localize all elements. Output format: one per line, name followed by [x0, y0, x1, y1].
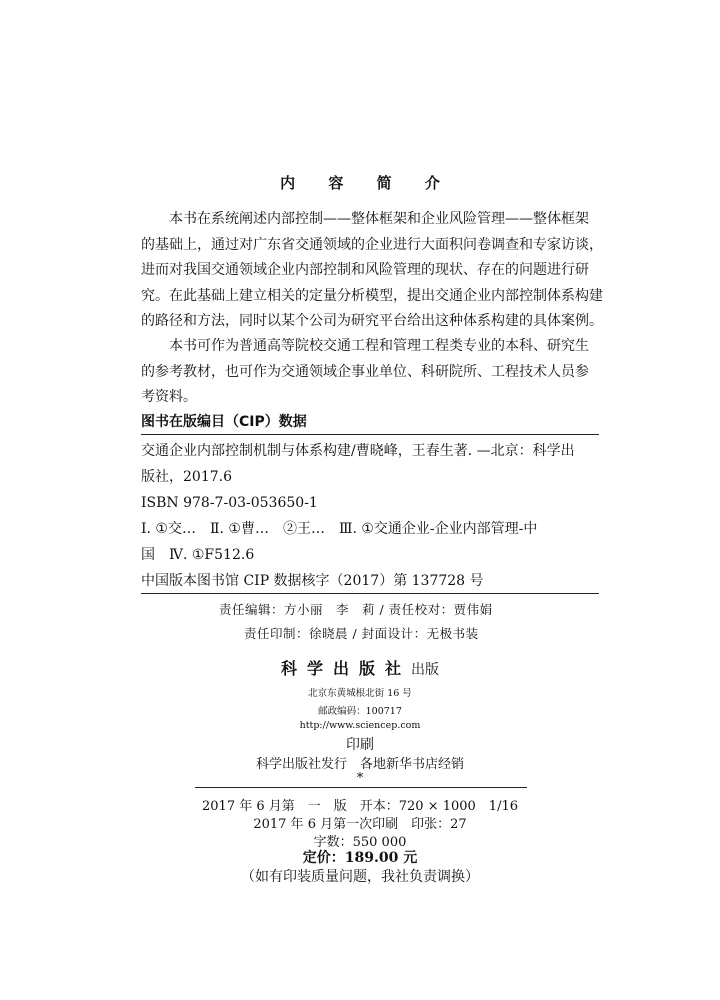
summary-paragraph-1	[141, 207, 603, 335]
cip-line: Ⅰ. ①交… Ⅱ. ①曹… ②王… Ⅲ. ①交通企业-企业内部管理-中	[141, 521, 538, 537]
summary-line: 本书可作为普通高等院校交通工程和管理工程类专业的本科、研究生	[169, 338, 589, 354]
summary-title: 内 容 简 介	[280, 174, 454, 192]
editor-credits-line2: 责任印制：徐晓晨 / 封面设计：无极书装	[244, 626, 479, 641]
publisher-address: 北京东黄城根北街 16 号	[308, 688, 412, 699]
printer-label: 印刷	[346, 737, 374, 753]
summary-line: 究。在此基础上建立相关的定量分析模型，提出交通企业内部控制体系构建	[141, 287, 603, 304]
imprint-top-rule	[195, 787, 527, 788]
publisher-postcode: 邮政编码：100717	[318, 706, 402, 717]
publisher-logo: 科学出版社	[280, 659, 411, 678]
edition-line: 2017 年 6 月第 一 版 开本：720 × 1000 1/16	[202, 799, 518, 814]
summary-line: 进而对我国交通领域企业内部控制和风险管理的现状、存在的问题进行研	[141, 262, 589, 278]
publisher-suffix: 出版	[411, 662, 439, 678]
summary-line: 本书在系统阐述内部控制——整体框架和企业风险管理——整体框架	[169, 211, 589, 227]
quality-notice: （如有印装质量问题，我社负责调换）	[241, 869, 479, 885]
cip-top-rule	[141, 434, 599, 435]
editor-credits-line1: 责任编辑：方小丽 李 莉 / 责任校对：贾伟娟	[219, 602, 493, 617]
cip-bottom-rule	[141, 593, 599, 594]
cip-line: 国 Ⅳ. ①F512.6	[141, 547, 255, 563]
cip-heading: 图书在版编目（CIP）数据	[141, 414, 307, 430]
separator-star: *	[356, 771, 364, 786]
publisher-url: http://www.sciencep.com	[299, 720, 421, 731]
publisher-line	[0, 656, 720, 679]
summary-line: 考资料。	[141, 389, 197, 405]
cip-line: 版社，2017.6	[141, 469, 232, 485]
summary-line: 的参考教材，也可作为交通领域企事业单位、科研院所、工程技术人员参	[141, 363, 589, 380]
cip-record: 中国版本图书馆 CIP 数据核字（2017）第 137728 号	[141, 573, 484, 589]
cip-line: 交通企业内部控制机制与体系构建/曹晓峰，王春生著. —北京：科学出	[141, 443, 575, 459]
summary-line: 的路径和方法，同时以某个公司为研究平台给出这种体系构建的具体案例。	[141, 313, 603, 329]
distribution-line: 科学出版社发行 各地新华书店经销	[255, 757, 464, 772]
cip-line: ISBN 978-7-03-053650-1	[141, 495, 318, 511]
wordcount-line: 字数：550 000	[313, 835, 407, 850]
summary-line: 的基础上，通过对广东省交通领域的企业进行大面积问卷调查和专家访谈，	[141, 236, 603, 253]
summary-paragraph-2	[141, 334, 589, 411]
price-line: 定价：189.00 元	[302, 850, 418, 866]
printing-line: 2017 年 6 月第一次印刷 印张：27	[253, 817, 467, 832]
cip-body	[141, 438, 581, 594]
